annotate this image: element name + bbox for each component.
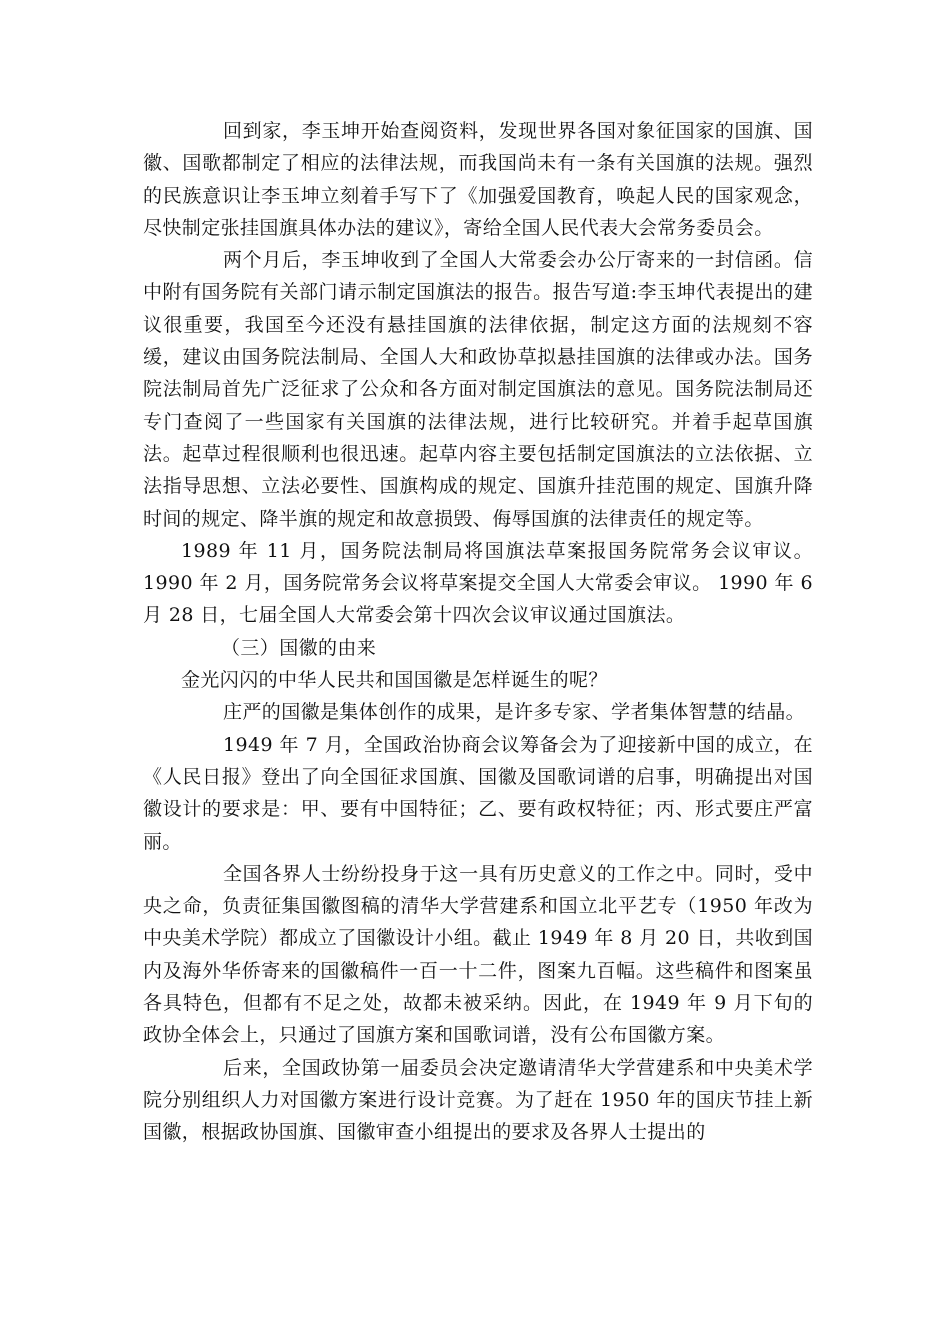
paragraph-design-groups: 全国各界人士纷纷投身于这一具有历史意义的工作之中。同时，受中央之命，负责征集国徽图稿的清华大学营建系和国立北平艺专（1950 年改为中央美术学院）都成立了国徽设计小组。截止 1949 年 8 月 20 日，共收到国内及海外华侨寄来的国徽稿件一百一十二件，图案九百幅。这些稿件和图案虽各具特色，但都有不足之处，故都未被采纳。因此，在 1949 年 9 月下旬的政协全体会上，只通过了国旗方案和国歌词谱，没有公布国徽方案。 — [143, 862, 813, 1047]
paragraph-1949-july: 1949 年 7 月，全国政治协商会议筹备会为了迎接新中国的成立，在《人民日报》登出了向全国征求国旗、国徽及国歌词谱的启事，明确提出对国徽设计的要求是：甲、要有中国特征；乙、要有政权特征；丙、形式要庄严富丽。 — [143, 733, 813, 853]
paragraph-return-home: 回到家，李玉坤开始查阅资料，发现世界各国对象征国家的国旗、国徽、国歌都制定了相应的法律法规，而我国尚未有一条有关国旗的法规。强烈的民族意识让李玉坤立刻着手写下了《加强爱国教育，唤起人民的国家观念，尽快制定张挂国旗具体办法的建议》，寄给全国人民代表大会常务委员会。 — [143, 120, 813, 239]
paragraph-two-months-later: 两个月后，李玉坤收到了全国人大常委会办公厅寄来的一封信函。信中附有国务院有关部门请示制定国旗法的报告。报告写道:李玉坤代表提出的建议很重要，我国至今还没有悬挂国旗的法律依据，制定这方面的法规刻不容缓，建议由国务院法制局、全国人大和政协草拟悬挂国旗的法律或办法。国务院法制局首先广泛征求了公众和各方面对制定国旗法的意见。国务院法制局还专门查阅了一些国家有关国旗的法律法规，进行比较研究。并着手起草国旗法。起草过程很顺利也很迅速。起草内容主要包括制定国旗法的立法依据、立法指导思想、立法必要性、国旗构成的规定、国旗升挂范围的规定、国旗升降时间的规定、降半旗的规定和故意损毁、侮辱国旗的法律责任的规定等。 — [143, 249, 813, 530]
paragraph-emblem-question: 金光闪闪的中华人民共和国国徽是怎样诞生的呢？ — [181, 669, 608, 692]
document-body — [143, 115, 813, 1149]
paragraph-1989-approval: 1989 年 11 月，国务院法制局将国旗法草案报国务院常务会议审议。 1990 年 2 月，国务院常务会议将草案提交全国人大常委会审议。 1990 年 6 月 28 日，七届全国人大常委会第十四次会议审议通过国旗法。 — [143, 539, 813, 627]
section-heading-national-emblem: （三）国徽的由来 — [221, 636, 377, 659]
paragraph-collective-creation: 庄严的国徽是集体创作的成果，是许多专家、学者集体智慧的结晶。 — [223, 701, 806, 724]
paragraph-later-competition: 后来，全国政协第一届委员会决定邀请清华大学营建系和中央美术学院分别组织人力对国徽方案进行设计竞赛。为了赶在 1950 年的国庆节挂上新国徽，根据政协国旗、国徽审查小组提出的要求及各界人士提出的 — [143, 1056, 813, 1144]
